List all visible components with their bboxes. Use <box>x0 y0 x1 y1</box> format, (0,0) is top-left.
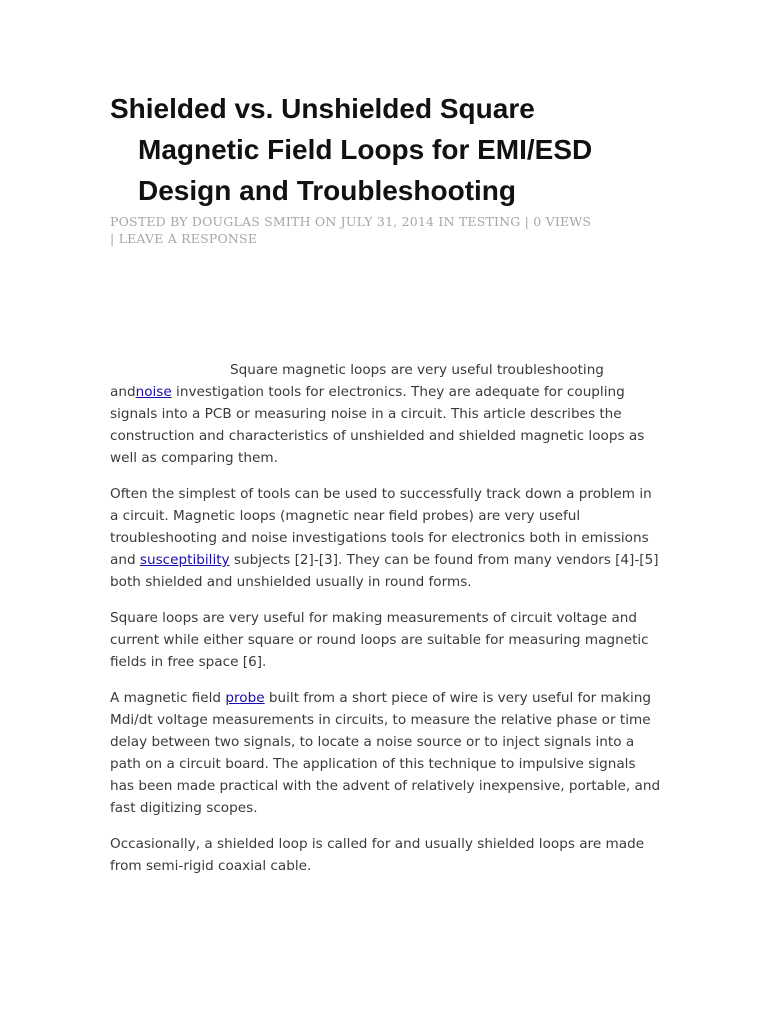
paragraph: Square magnetic loops are very useful troubleshooting andnoise investigation tools for electronics. They are adequate for coupling signals into a PCB or measuring noise in a circuit. This article describes the construction and characteristics of unshielded and shielded magnetic loops as well as comparing them. <box>110 362 645 466</box>
meta-separator: | <box>110 231 115 246</box>
on-label: ON <box>314 214 337 229</box>
paragraph: A magnetic field probe built from a short piece of wire is very useful for making Mdi/dt voltage measurements in circuits, to measure the relative phase or time delay between two signals, to locate a noise source or to inject signals into a path on a circuit board. The application of this technique to impulsive signals has been made practical with the advent of relatively inexpensive, portable, and fast digitizing scopes. <box>110 690 661 816</box>
noise-link[interactable]: noise <box>135 384 172 400</box>
paragraph: Square loops are very useful for making measurements of circuit voltage and current while either square or round loops are suitable for measuring magnetic fields in free space [6]. <box>110 610 649 670</box>
views-count: 0 VIEWS <box>533 214 592 229</box>
posted-by-label: POSTED BY <box>110 214 188 229</box>
paragraph: Occasionally, a shielded loop is called for and usually shielded loops are made from semi-rigid coaxial cable. <box>110 836 645 874</box>
post-meta <box>110 213 662 247</box>
article-body <box>110 359 662 891</box>
paragraph: Often the simplest of tools can be used to successfully track down a problem in a circuit. Magnetic loops (magnetic near field probes) are very useful troubleshooting and noise investigations tools for electronics both in emissions and susceptibility subjects [2]-[3]. They can be found from many vendors [4]-[5] both shielded and unshielded usually in round forms. <box>110 486 659 590</box>
author-link[interactable]: DOUGLAS SMITH <box>191 214 311 229</box>
susceptibility-link[interactable]: susceptibility <box>139 552 230 568</box>
category-link[interactable]: TESTING <box>458 214 521 229</box>
in-label: IN <box>438 214 455 229</box>
probe-link[interactable]: probe <box>225 690 265 706</box>
post-date: JULY 31, 2014 <box>340 214 435 229</box>
article-title: Shielded vs. Unshielded Square Magnetic Field Loops for EMI/ESD Design and Troubleshooting <box>110 93 593 206</box>
leave-response-link[interactable]: LEAVE A RESPONSE <box>118 231 258 246</box>
meta-separator: | <box>524 214 530 229</box>
article-header <box>110 88 662 247</box>
